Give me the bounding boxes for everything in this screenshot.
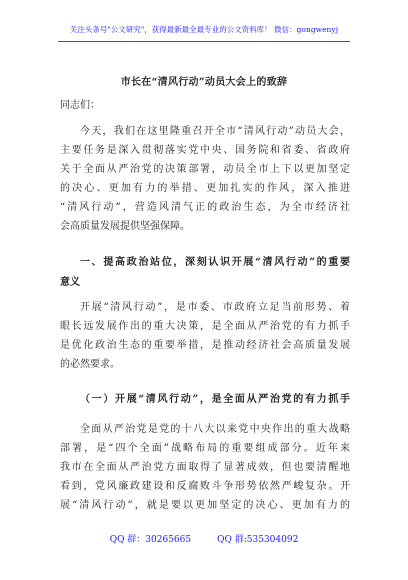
salutation: 同志们： [60,100,100,111]
section-heading: 一、提高政治站位，深刻认识开展“清风行动”的重要 [80,257,350,268]
footer-qq-group-1: QQ 群：30265665 [109,535,192,545]
paragraph-line: “清风行动”，营造风清气正的政治生态，为全市经济社 [60,202,350,213]
paragraph-line: 今天，我们在这里隆重召开全市“清风行动”动员大会， [80,126,350,137]
paragraph-line: 部署，是“四个全面”战略布局的重要组成部分。近年来 [60,443,350,454]
paragraph-line: 眼长远发展作出的重大决策，是全面从严治党的有力抓手 [60,321,350,332]
paragraph-line: 开展“清风行动”，是市委、市政府立足当前形势、着 [80,302,350,313]
paragraph-line: 关于全面从严治党的决策部署，动员全市上下以更加坚定 [60,164,350,175]
paragraph-line: 的决心、更加有力的举措、更加扎实的作风，深入推进 [60,183,350,194]
paragraph-line: 的必然要求。 [60,359,120,370]
paragraph-line: 会高质量发展提供坚强保障。 [60,221,190,232]
header-divider [58,41,350,42]
footer-contact [0,532,408,545]
paragraph-line: 是优化政治生态的重要举措，是推动经济社会高质量发展 [60,340,350,351]
header-promo-note: 关注头条号"公文研究"，获得最新最全最专业的公文资料库！ 微信：gongwenyj [69,25,339,34]
footer-qq-group-2: QQ 群:535304092 [217,535,299,545]
document-title: 市长在“清风行动”动员大会上的致辞 [120,77,288,88]
paragraph-line: 展“清风行动”，就是要以更加坚定的决心、更加有力的 [60,500,350,511]
subsection-heading: （一）开展“清风行动”，是全面从严治党的有力抓手 [80,394,350,405]
paragraph-line: 我市在全面从严治党方面取得了显著成效，但也要清醒地 [60,462,350,473]
section-heading: 意义 [60,277,80,288]
paragraph-line: 看到，党风廉政建设和反腐败斗争形势依然严峻复杂。开 [60,481,350,492]
paragraph-line: 全面从严治党是党的十八大以来党中央作出的重大战略 [80,424,350,435]
paragraph-line: 主要任务是深入贯彻落实党中央、国务院和省委、省政府 [60,145,350,156]
